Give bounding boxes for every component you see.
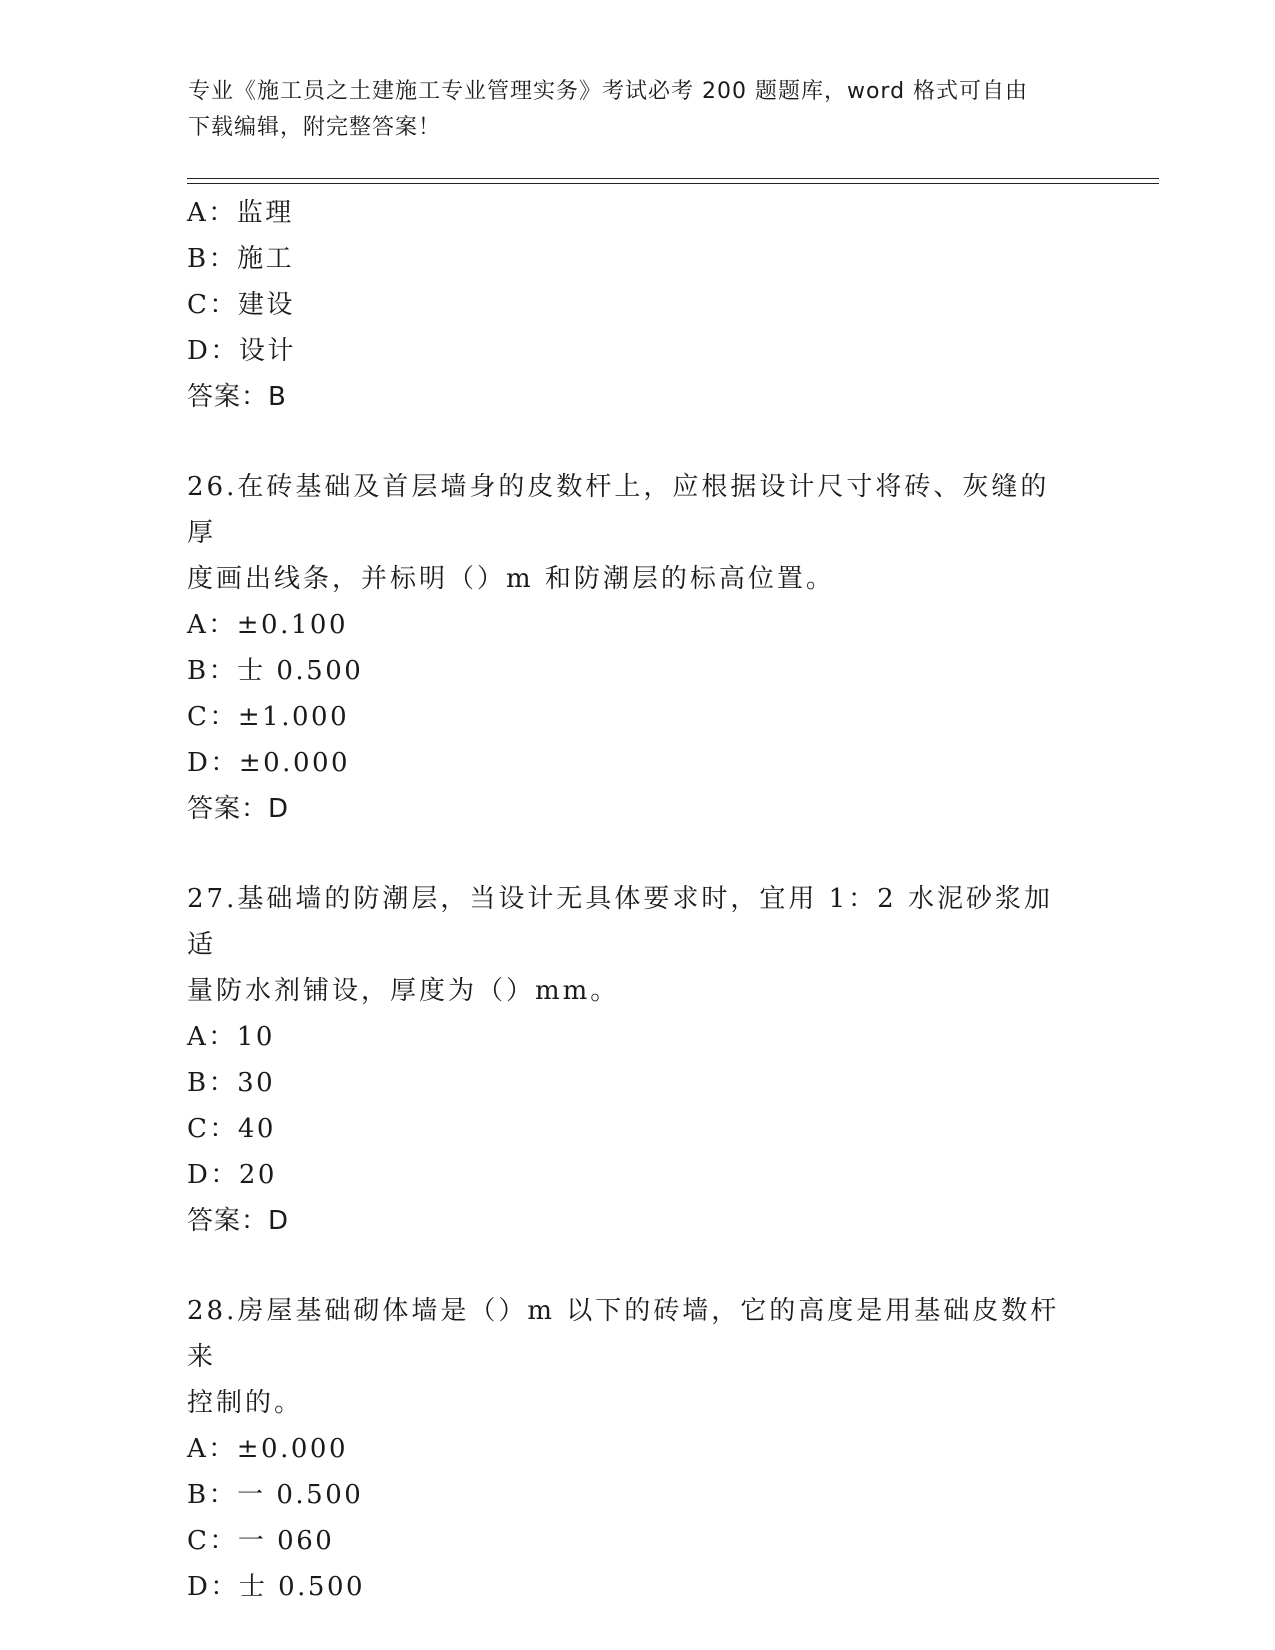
- question-list: [187, 190, 1087, 1610]
- question-text-line-2: 度画出线条，并标明（）m 和防潮层的标高位置。: [187, 564, 835, 594]
- option-b: B：士 0.500: [187, 656, 364, 686]
- option-c: C：±1.000: [187, 702, 350, 732]
- option-c: C：一 060: [187, 1526, 335, 1556]
- answer-text: 答案：D: [187, 794, 290, 824]
- question-25: [187, 190, 1087, 420]
- question-text-line-2: 控制的。: [187, 1388, 304, 1418]
- option-d: D：士 0.500: [187, 1572, 366, 1602]
- question-26: [187, 464, 1087, 832]
- option-a: A：监理: [187, 198, 294, 228]
- question-text-line-2: 量防水剂铺设，厚度为（）mm。: [187, 976, 620, 1006]
- option-a: A：±0.100: [187, 610, 348, 640]
- option-a: A：±0.000: [187, 1434, 348, 1464]
- answer-text: 答案：D: [187, 1206, 290, 1236]
- option-d: D：±0.000: [187, 748, 351, 778]
- option-c: C：建设: [187, 290, 295, 320]
- option-a: A：10: [187, 1022, 275, 1052]
- question-27: [187, 876, 1087, 1244]
- document-header: [188, 74, 1078, 146]
- question-28: [187, 1288, 1087, 1610]
- header-title-line-1: 专业《施工员之土建施工专业管理实务》考试必考 200 题题库，word 格式可自由: [188, 79, 1029, 104]
- option-b: B：施工: [187, 244, 295, 274]
- header-divider-bottom: [187, 183, 1159, 184]
- question-text-line-1: 26.在砖基础及首层墙身的皮数杆上，应根据设计尺寸将砖、灰缝的厚: [187, 472, 1050, 548]
- question-text-line-1: 27.基础墙的防潮层，当设计无具体要求时，宜用 1：2 水泥砂浆加适: [187, 884, 1053, 960]
- option-b: B：一 0.500: [187, 1480, 364, 1510]
- header-title-line-2: 下载编辑，附完整答案！: [188, 115, 442, 140]
- header-divider-top: [187, 178, 1159, 179]
- option-d: D：20: [187, 1160, 277, 1190]
- option-c: C：40: [187, 1114, 276, 1144]
- question-text-line-1: 28.房屋基础砌体墙是（）m 以下的砖墙，它的高度是用基础皮数杆来: [187, 1296, 1060, 1372]
- option-d: D：设计: [187, 336, 296, 366]
- option-b: B：30: [187, 1068, 276, 1098]
- answer-text: 答案：B: [187, 382, 287, 412]
